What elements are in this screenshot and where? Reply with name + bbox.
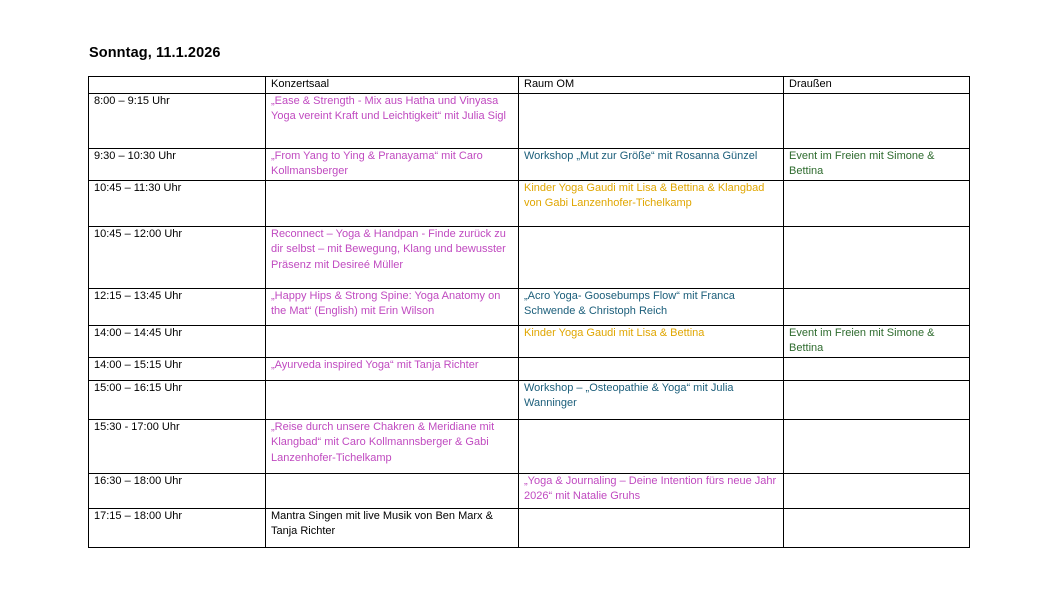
time-cell: 8:00 – 9:15 Uhr [89,93,266,148]
draussen-cell [784,180,970,226]
raum-om-cell: Kinder Yoga Gaudi mit Lisa & Bettina [519,325,784,357]
draussen-cell [784,93,970,148]
header-draussen: Draußen [784,77,970,94]
header-time [89,77,266,94]
table-row [89,473,970,508]
konzertsaal-cell [266,180,519,226]
konzertsaal-cell [266,473,519,508]
draussen-cell [784,380,970,419]
konzertsaal-cell: Mantra Singen mit live Musik von Ben Marx & Tanja Richter [266,508,519,547]
raum-om-cell: Workshop „Mut zur Größe“ mit Rosanna Günzel [519,148,784,180]
time-cell: 14:00 – 15:15 Uhr [89,357,266,380]
raum-om-cell [519,93,784,148]
time-cell: 16:30 – 18:00 Uhr [89,473,266,508]
draussen-cell [784,357,970,380]
raum-om-cell: „Yoga & Journaling – Deine Intention fürs neue Jahr 2026“ mit Natalie Gruhs [519,473,784,508]
draussen-cell: Event im Freien mit Simone & Bettina [784,148,970,180]
draussen-cell [784,473,970,508]
time-cell: 9:30 – 10:30 Uhr [89,148,266,180]
table-header-row [89,77,970,94]
draussen-cell [784,508,970,547]
raum-om-cell [519,226,784,288]
table-row [89,226,970,288]
konzertsaal-cell [266,325,519,357]
time-cell: 12:15 – 13:45 Uhr [89,288,266,325]
table-row [89,288,970,325]
time-cell: 15:30 - 17:00 Uhr [89,419,266,473]
draussen-cell: Event im Freien mit Simone & Bettina [784,325,970,357]
table-row [89,325,970,357]
header-raum-om: Raum OM [519,77,784,94]
draussen-cell [784,226,970,288]
header-konzertsaal: Konzertsaal [266,77,519,94]
raum-om-cell: „Acro Yoga- Goosebumps Flow“ mit Franca Schwende & Christoph Reich [519,288,784,325]
konzertsaal-cell: „From Yang to Ying & Pranayama“ mit Caro Kollmansberger [266,148,519,180]
konzertsaal-cell: „Ease & Strength - Mix aus Hatha und Vinyasa Yoga vereint Kraft und Leichtigkeit“ mit Julia Sigl [266,93,519,148]
raum-om-cell: Workshop – „Osteopathie & Yoga“ mit Julia Wanninger [519,380,784,419]
raum-om-cell: Kinder Yoga Gaudi mit Lisa & Bettina & Klangbad von Gabi Lanzenhofer-Tichelkamp [519,180,784,226]
draussen-cell [784,288,970,325]
time-cell: 15:00 – 16:15 Uhr [89,380,266,419]
time-cell: 14:00 – 14:45 Uhr [89,325,266,357]
time-cell: 10:45 – 11:30 Uhr [89,180,266,226]
konzertsaal-cell: „Happy Hips & Strong Spine: Yoga Anatomy on the Mat“ (English) mit Erin Wilson [266,288,519,325]
time-cell: 10:45 – 12:00 Uhr [89,226,266,288]
raum-om-cell [519,419,784,473]
table-row [89,419,970,473]
table-row [89,357,970,380]
konzertsaal-cell: „Reise durch unsere Chakren & Meridiane mit Klangbad“ mit Caro Kollmannsberger & Gabi Lanzenhofer-Tichelkamp [266,419,519,473]
raum-om-cell [519,508,784,547]
table-row [89,93,970,148]
table-row [89,180,970,226]
konzertsaal-cell: „Ayurveda inspired Yoga“ mit Tanja Richter [266,357,519,380]
table-row [89,148,970,180]
raum-om-cell [519,357,784,380]
table-row [89,380,970,419]
schedule-table [88,76,970,548]
konzertsaal-cell [266,380,519,419]
page-title: Sonntag, 11.1.2026 [89,45,221,61]
konzertsaal-cell: Reconnect – Yoga & Handpan - Finde zurück zu dir selbst – mit Bewegung, Klang und bewusster Präsenz mit Desireé Müller [266,226,519,288]
draussen-cell [784,419,970,473]
time-cell: 17:15 – 18:00 Uhr [89,508,266,547]
table-row [89,508,970,547]
